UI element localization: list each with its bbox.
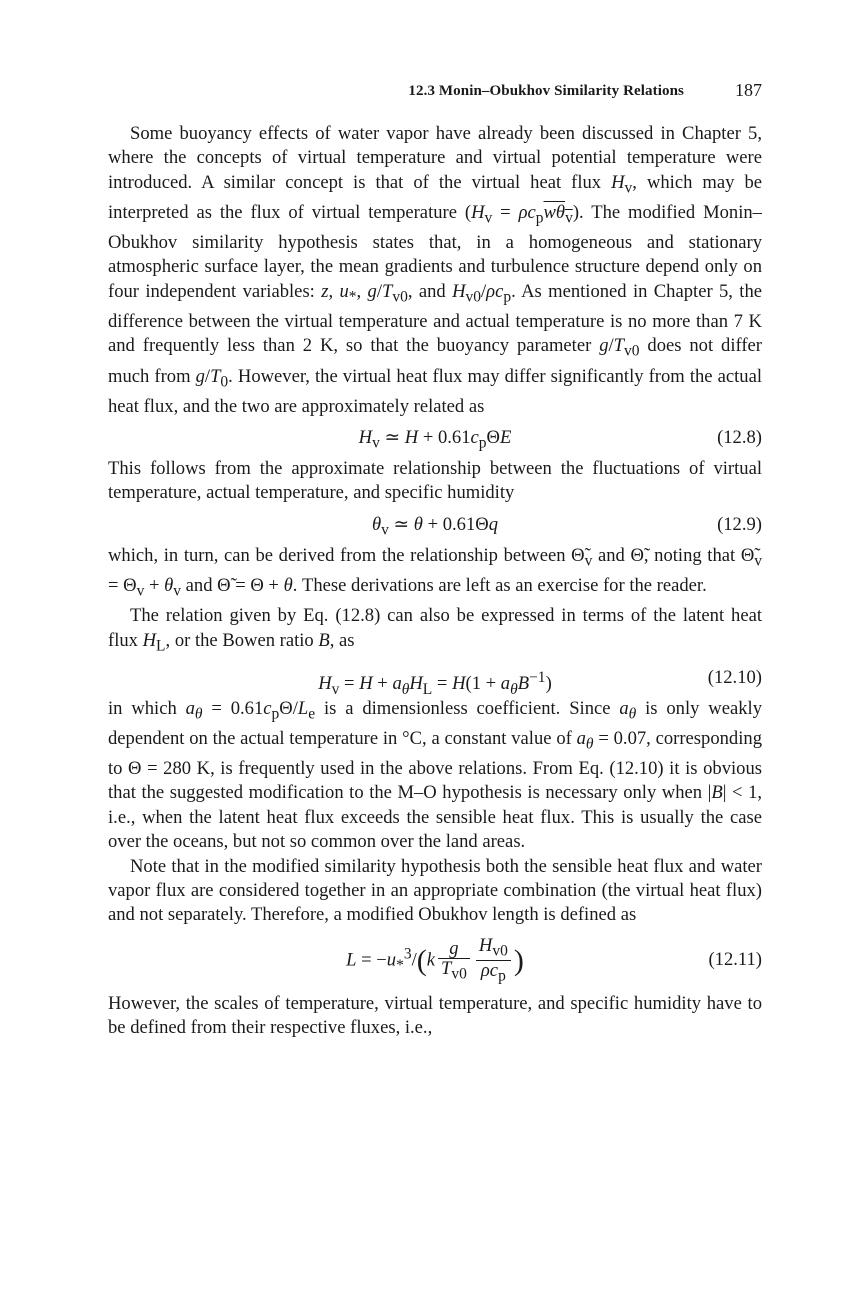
equation-number: (12.8)	[717, 427, 762, 449]
equation-12-10	[108, 659, 762, 697]
equation-body: $\theta_v$ ≃ θ + 0.61Θq	[372, 513, 498, 539]
equation-number: (12.9)	[717, 513, 762, 535]
equation-number: (12.10)	[707, 666, 762, 688]
equation-body: $H_v = H + a_\theta H_L = H(1 + a_\theta B^{-1})$	[318, 668, 552, 698]
page-header	[108, 80, 762, 104]
paragraph: This follows from the approximate relationship between the fluctuations of virtual temperature, actual temperature, and specific humidity	[108, 458, 762, 504]
equation-12-8	[108, 419, 762, 457]
page-number: 187	[735, 80, 762, 100]
paragraph: which, in turn, can be derived from the relationship between $\Thetã_v$ and Θ̃, noting that $\Thetã_v = \Theta_v + \theta_v$ and Θ̃ = Θ + θ. These derivations are left as an exercise for the reader.	[108, 544, 762, 600]
paragraph: in which $a_\theta = 0.61c_p\Theta/L_e$ is a dimensionless coefficient. Since $a_\theta$ is only weakly dependent on the actual temperature in °C, a constant value of $a_\theta = 0.07$, corresponding to Θ = 280 K, is frequently used in the above relations. From Eq. (12.10) it is obvious that the suggested modification to the M–O hypothesis is necessary only when |B| < 1, i.e., when the latent heat flux exceeds the sensible heat flux. This is usually the case over the oceans, but not so common over the land areas.	[108, 697, 763, 853]
paragraph: The relation given by Eq. (12.8) can also be expressed in terms of the latent heat flux $H_L$, or the Bowen ratio B, as	[108, 605, 762, 655]
body-text	[108, 122, 762, 1041]
equation-number: (12.11)	[708, 948, 762, 970]
equation-12-9	[108, 506, 762, 544]
running-head: 12.3 Monin–Obukhov Similarity Relations	[408, 83, 684, 99]
equation-12-11	[108, 928, 762, 992]
paragraph: Note that in the modified similarity hypothesis both the sensible heat flux and water vapor flux are considered together in an appropriate combination (the virtual heat flux) and not separately. Therefore, a modified Obukhov length is defined as	[108, 855, 762, 926]
paragraph: However, the scales of temperature, virtual temperature, and specific humidity have to be defined from their respective fluxes, i.e.,	[108, 992, 762, 1039]
paragraph: Some buoyancy effects of water vapor have already been discussed in Chapter 5, where the concepts of virtual temperature and virtual potential temperature were introduced. A similar concept is that of the virtual heat flux $H_v$, which may be interpreted as the flux of virtual temperature $(H_v = \rho c_pw\theta_v)$. The modified Monin–Obukhov similarity hypothesis states that, in a homogeneous and stationary atmospheric surface layer, the mean gradients and turbulence structure depend only on four independent variables: z, $u_*$, $g/T_{v0}$, and $H_{v0}/\rho c_p$. As mentioned in Chapter 5, the difference between the virtual temperature and actual temperature is no more than 7 K and frequently less than 2 K, so that the buoyancy parameter $g/T_{v0}$ does not differ much from $g/T_0$. However, the virtual heat flux may differ significantly from the actual heat flux, and the two are approximately related as	[108, 123, 763, 417]
equation-body: $L = -u_*^3/(k$ $\frac{g}{T_{v0}}$ $\frac{H_{v0}}{\rho c_p}$ )	[346, 934, 524, 986]
equation-body: $H_v$ ≃ $H + 0.61c_p\Theta E$	[358, 427, 512, 452]
